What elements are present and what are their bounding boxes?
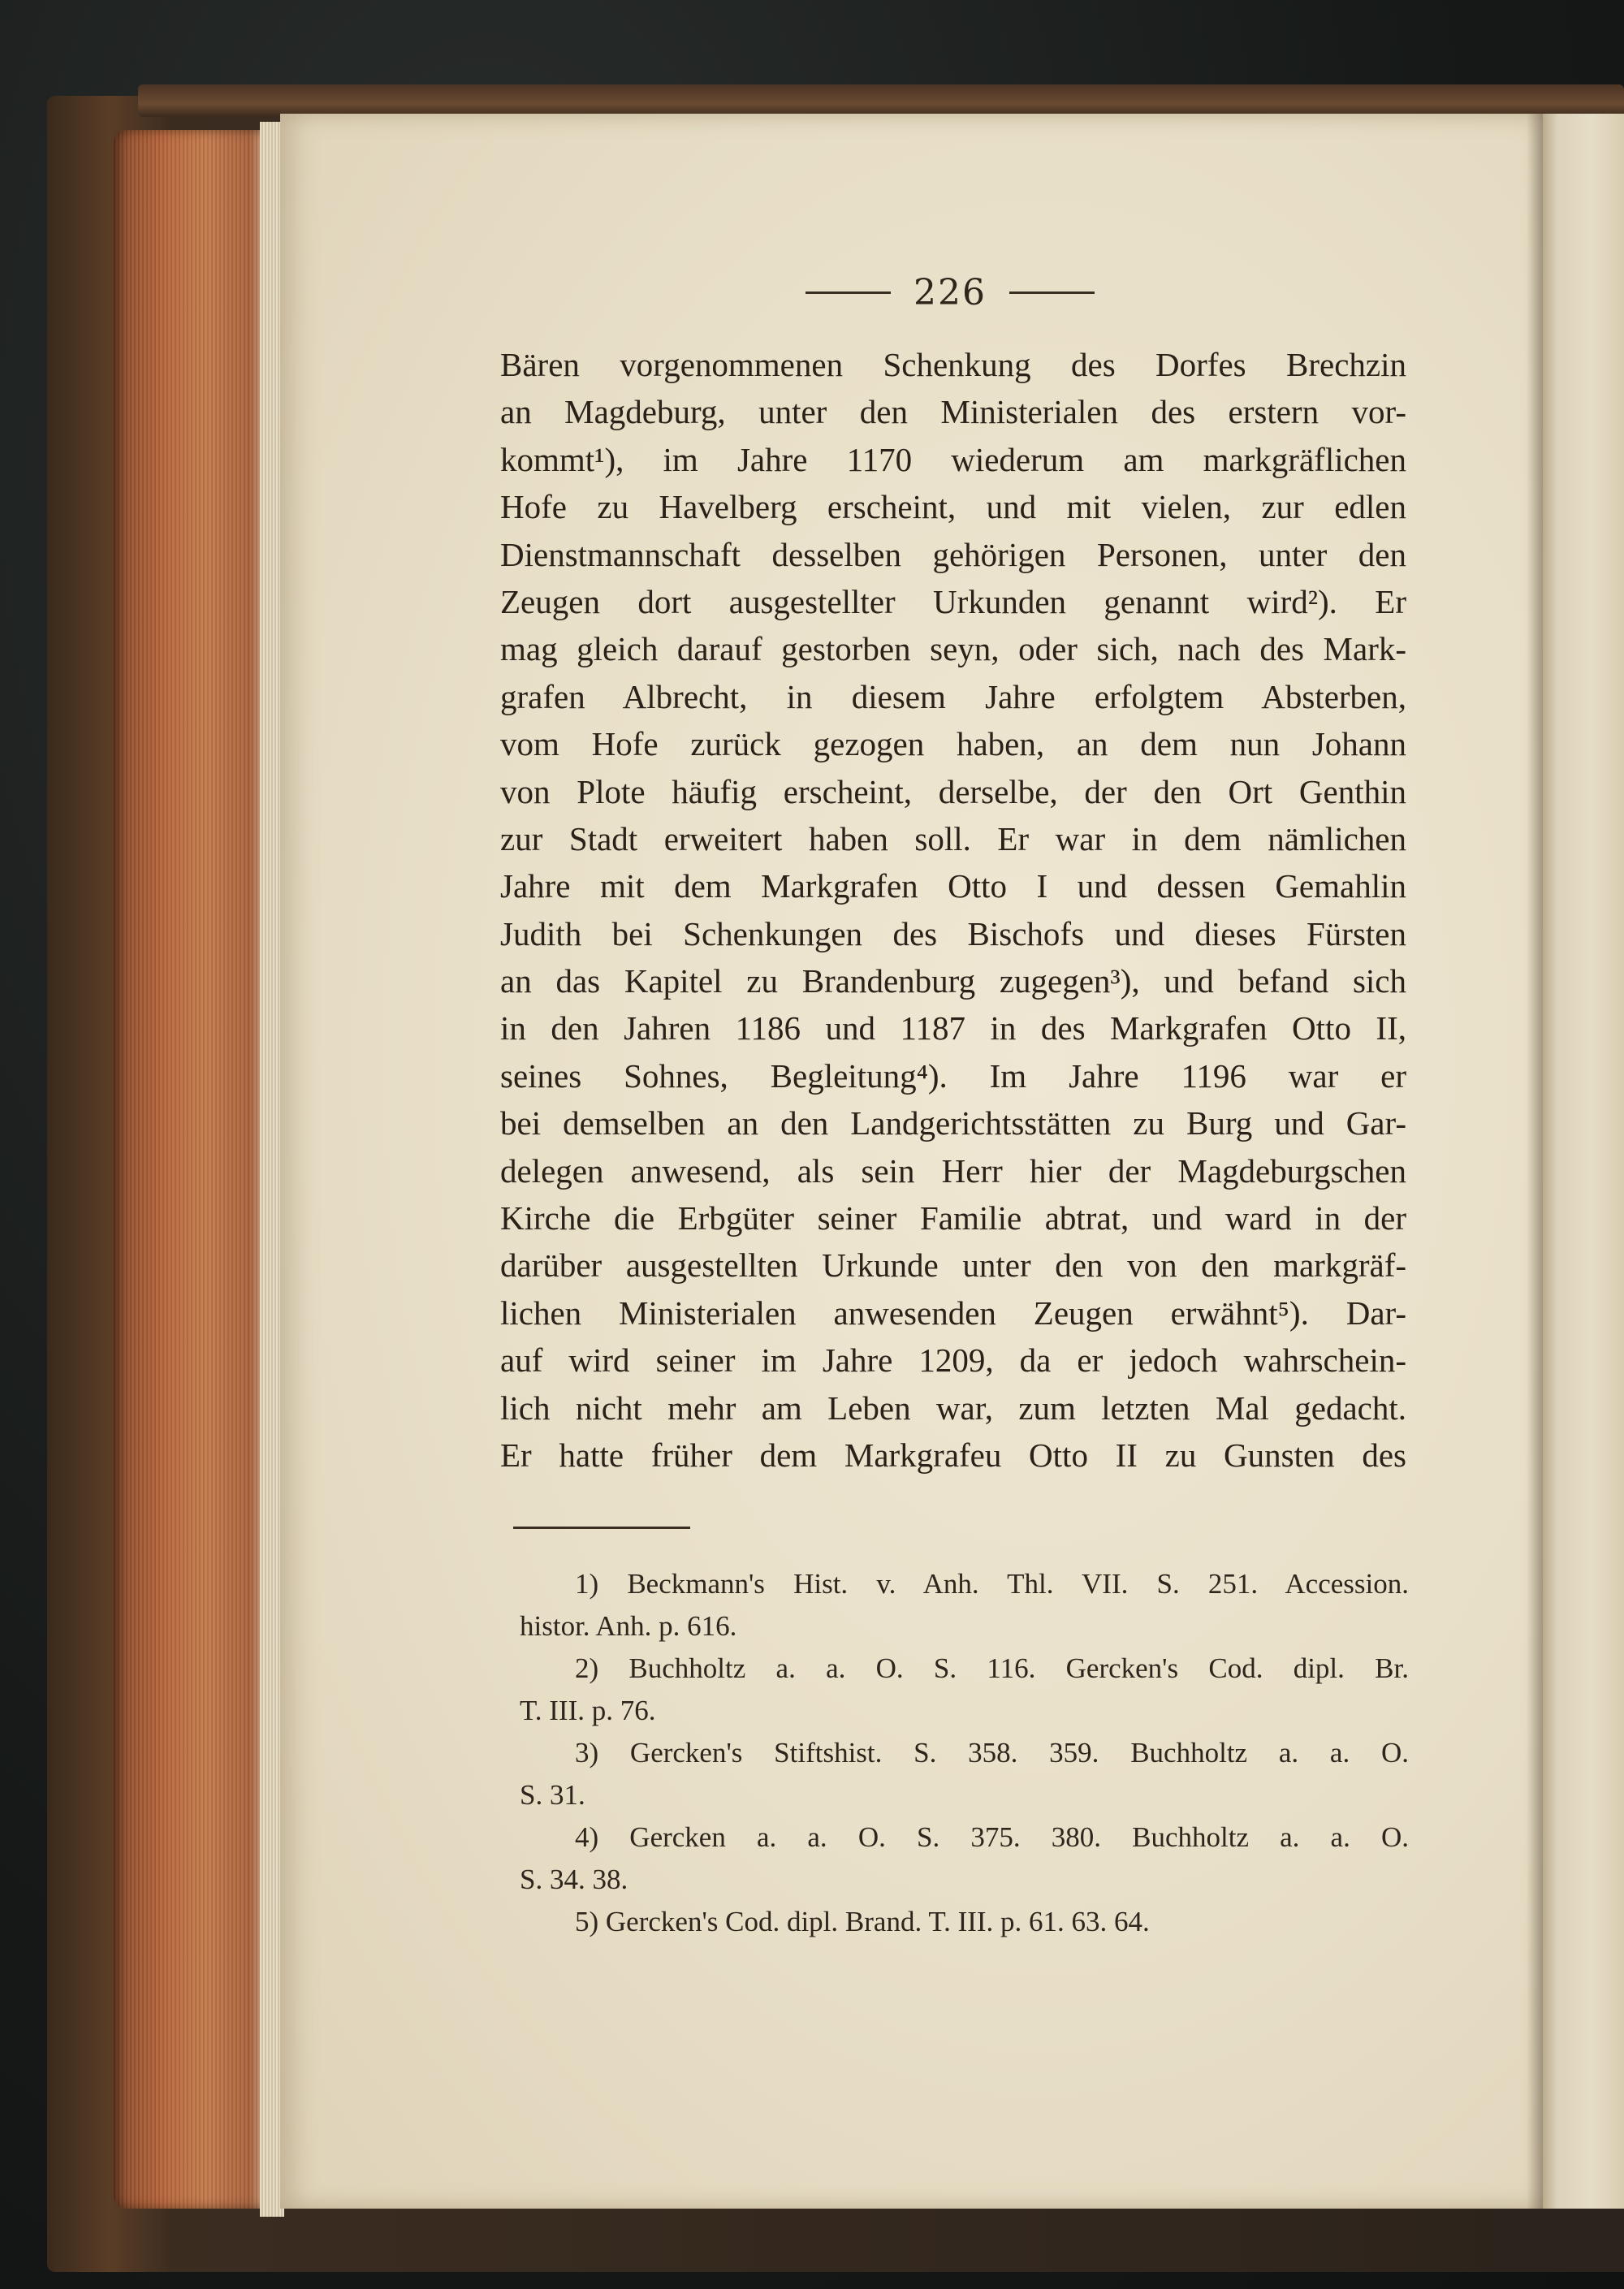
body-line: Judith bei Schenkungen des Bischofs und dieses Fürsten: [500, 914, 1406, 952]
body-line: an das Kapitel zu Brandenburg zugegen³), und befand sich: [500, 962, 1406, 1000]
body-line: vom Hofe zurück gezogen haben, an dem nun Johann: [500, 725, 1406, 763]
running-head-right-rule: [1009, 292, 1095, 294]
body-line: lichen Ministerialen anwesenden Zeugen erwähnt⁵). Dar-: [500, 1294, 1406, 1332]
footnote-1: 1) Beckmann's Hist. v. Anh. Thl. VII. S. 251. Accession.: [575, 1568, 1409, 1600]
running-head: [796, 272, 1104, 313]
body-line: Er hatte früher dem Markgrafeu Otto II zu Gunsten des: [500, 1436, 1406, 1474]
footnote-3-continuation: S. 31.: [520, 1779, 585, 1811]
page-block-edges: [114, 130, 284, 2209]
body-line: Bären vorgenommenen Schenkung des Dorfes Brechzin: [500, 346, 1406, 383]
body-line: auf wird seiner im Jahre 1209, da er jedoch wahrschein-: [500, 1341, 1406, 1380]
body-line: zur Stadt erweitert haben soll. Er war in dem nämlichen: [500, 819, 1406, 857]
body-line: in den Jahren 1186 und 1187 in des Markgrafen Otto II,: [500, 1009, 1406, 1047]
book-cover-top-edge: [138, 84, 1624, 117]
footnote-1-continuation: histor. Anh. p. 616.: [520, 1610, 737, 1642]
footnote-4-continuation: S. 34. 38.: [520, 1864, 628, 1895]
body-line: Hofe zu Havelberg erscheint, und mit vielen, zur edlen: [500, 488, 1406, 526]
footnote-4: 4) Gercken a. a. O. S. 375. 380. Buchholtz a. a. O.: [575, 1821, 1409, 1853]
body-line: seines Sohnes, Begleitung⁴). Im Jahre 1196 war er: [500, 1056, 1406, 1095]
body-line: grafen Albrecht, in diesem Jahre erfolgtem Absterben,: [500, 677, 1406, 715]
body-line: Jahre mit dem Markgrafen Otto I und dessen Gemahlin: [500, 867, 1406, 905]
body-line: Dienstmannschaft desselben gehörigen Personen, unter den: [500, 535, 1406, 573]
body-line: mag gleich darauf gestorben seyn, oder sich, nach des Mark-: [500, 630, 1406, 668]
body-line: lich nicht mehr am Leben war, zum letzten Mal gedacht.: [500, 1389, 1406, 1427]
body-line: bei demselben an den Landgerichtsstätten zu Burg und Gar-: [500, 1104, 1406, 1142]
footnote-5: 5) Gercken's Cod. dipl. Brand. T. III. p. 61. 63. 64.: [575, 1906, 1150, 1937]
body-line: delegen anwesend, als sein Herr hier der Magdeburgschen: [500, 1151, 1406, 1190]
body-line: darüber ausgestellten Urkunde unter den von den markgräf-: [500, 1246, 1406, 1285]
body-line: Kirche die Erbgüter seiner Familie abtrat, und ward in der: [500, 1199, 1406, 1237]
body-line: an Magdeburg, unter den Ministerialen des erstern vor-: [500, 393, 1406, 431]
footnote-3: 3) Gercken's Stiftshist. S. 358. 359. Buchholtz a. a. O.: [575, 1737, 1409, 1769]
page-number: 226: [914, 271, 987, 313]
footnote-2-continuation: T. III. p. 76.: [520, 1695, 656, 1726]
running-head-left-rule: [806, 292, 891, 294]
footnote-separator: [513, 1527, 690, 1529]
next-page-sliver: [1543, 114, 1624, 2209]
footnote-2: 2) Buchholtz a. a. O. S. 116. Gercken's Cod. dipl. Br.: [575, 1652, 1409, 1684]
body-line: Zeugen dort ausgestellter Urkunden genannt wird²). Er: [500, 582, 1406, 620]
footnotes: [520, 1563, 1409, 1943]
body-line: kommt¹), im Jahre 1170 wiederum am markgräflichen: [500, 440, 1406, 478]
body-text: [500, 341, 1406, 1479]
body-line: von Plote häufig erscheint, derselbe, der den Ort Genthin: [500, 772, 1406, 810]
